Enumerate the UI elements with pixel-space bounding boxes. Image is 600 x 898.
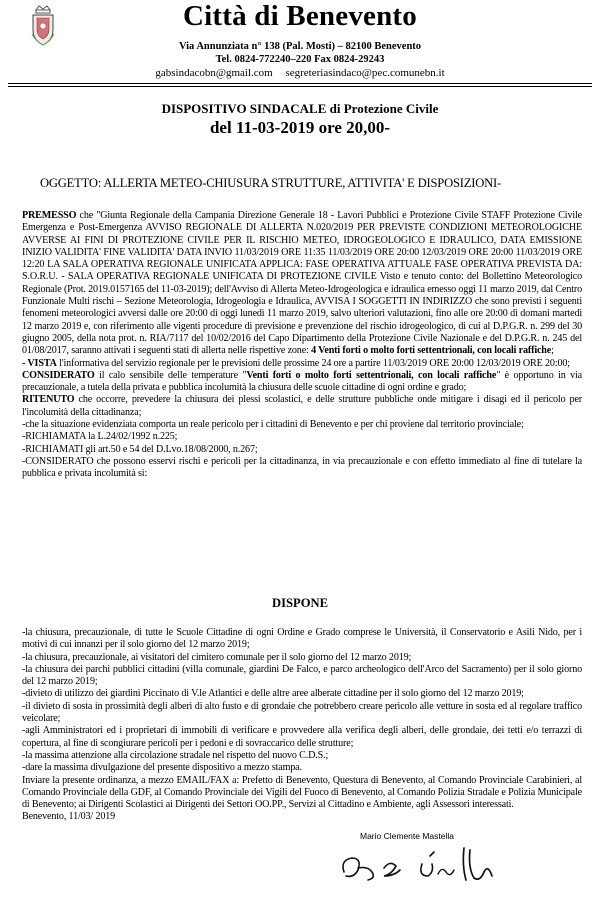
premesso-paragraph [22, 210, 582, 358]
body-paragraph: -che la situazione evidenziata comporta un reale pericolo per i cittadini di Benevento e per chi proviene dal territorio provinciale; [22, 419, 524, 431]
document-body [22, 210, 582, 481]
dispone-item: -agli Amministratori ed i proprietari di immobili di verificare e provvedere alla verifica degli alberi, delle grondaie, dei tetti e/o terrazzi di copertura, al fine di scongiurare pericoli per i pedoni e di sovraccarico delle strutture; [22, 725, 582, 749]
vista-label: - VISTA [22, 357, 57, 369]
document-date: del 11-03-2019 ore 20,00- [209, 118, 391, 137]
distribution-paragraph: Inviare la presente ordinanza, a mezzo EMAIL/FAX a: Prefetto di Benevento, Questura di Benevento, al Comando Provinciale Carabinieri, al Comando Provinciale della GDF, al Comando Provinciale dei Vigili del Fuoco di Benevento, al Comando Polizia Stradale e Polizia Municipale di Benevento; ai Dirigenti Scolastici ai Dirigenti dei Settori OO.PP., Servizi al Cittadino e Ambiente, agli Assessori interessati. [22, 774, 582, 811]
city-title: Città di Benevento [183, 0, 417, 32]
dispone-item: -la chiusura, precauzionale, ai visitatori del cimitero comunale per il solo giorno del 12 marzo 2019; [22, 651, 412, 663]
email-gmail[interactable]: gabsindacobn@gmail.com [155, 67, 273, 79]
document-type: DISPOSITIVO SINDACALE di Protezione Civile [161, 101, 439, 116]
letterhead [0, 0, 600, 80]
dispone-item: -la chiusura, precauzionale, di tutte le Scuole Cittadine di ogni Ordine e Grado comprese le Università, il Conservatorio e Asili Nido, per i motivi di cui innanzi per il solo giorno del 12 marzo 2019; [22, 627, 582, 651]
ritenuto-text: che occorre, prevedere la chiusura dei plessi scolastici, e delle strutture pubbliche onde mitigare i disagi ed il pericolo per l'incolumità della cittadinanza; [22, 394, 582, 418]
considerato-text-end: " è opportuno in via precauzionale, a tutela della privata e pubblica incolumità la chiusura delle scuole cittadine di ogni ordine e grado; [22, 369, 582, 394]
body-paragraph: -CONSIDERATO che possono esservi rischi e pericoli per la cittadinanza, in via precauzionale e con effetto immediato al fine di tutelare la pubblica e privata incolumità si: [22, 455, 582, 480]
body-paragraph: -RICHIAMATI gli art.50 e 54 del D.Lvo.18/08/2000, n.267; [22, 443, 258, 455]
premesso-text: che "Giunta Regionale della Campania Direzione Generale 18 - Lavori Pubblici e Protezione Civile STAFF Protezione Civile Emergenza e Post-Emergenza AVVISO REGIONALE DI ALLERTA N.020/2019 PER PREVISTE CONDIZIONI METEOROLOGICHE AVVERSE AI FINI DI PROTEZIONE CIVILE PER IL RISCHIO METEO, IDROGEOLOGICO E IDRAULICO, DATA EMISSIONE INIZIO VALIDITA' FINE VALIDITA' DATA INVIO 11/03/2019 ORE 11:35 11/03/2019 ORE 20:00 12/03/2019 ORE 20:00 11/03/2019 ORE 12:20 LA SALA OPERATIVA REGIONALE UNIFICATA APPLICA: FASE OPERATIVA ATTUALE FASE OPERATIVA PREVISTA DA: S.O.R.U. - SALA OPERATIVA REGIONALE UNIFICATA DI PROTEZIONE CIVILE Visto e tenuto conto: del Bollettino Meteorologico Regionale (Prot. 2019.0157165 del 11-03-2019); dell'Avviso di Allerta Meteo-Idrogeologica e idraulica emesso oggi 11 marzo 2019, dal Centro Funzionale Multi rischi – Sezione Meteorologia, Idrogeologia e Idraulica, AVVISA I SOGGETTI IN INDIRIZZO che sono previsti i seguenti fenomeni meteorologici avversi dalle ore 20:00 di oggi lunedì 11 marzo 2019, salvo ulteriori valutazioni, fino alle ore 20:00 di domani martedì 12 marzo 2019 e, con riferimento alle vigenti procedure di previsione e prevenzione del rischio idrogeologico, di cui al D.P.G.R. n. 299 del 30 giugno 2005, della nota prot. n. RIA/7117 del 10/02/2016 del Capo Dipartimento della Protezione Civile Nazionale e del D.P.G.R. n. 245 del 01/08/2017, saranno attivati i seguenti stati di allerta nelle rispettive zone: [22, 210, 582, 357]
header-divider [8, 83, 592, 84]
considerato-bold: Venti forti o molto forti settentrionali, con locali raffiche [246, 369, 497, 381]
header-divider-thin [8, 86, 592, 87]
vista-paragraph [22, 358, 582, 370]
dispone-item: -il divieto di sosta in prossimità degli alberi di alto fusto e di grondaie che potrebbero creare pericolo alle vetture in sosta ed al regolare traffico veicolare; [22, 700, 582, 725]
considerato-text: il calo sensibile delle temperature " [94, 369, 247, 381]
subject-line: OGGETTO: ALLERTA METEO-CHIUSURA STRUTTURE, ATTIVITA' E DISPOSIZIONI- [40, 176, 502, 190]
ritenuto-paragraph [22, 394, 582, 419]
email-pec[interactable]: segreteriasindaco@pec.comunebn.it [285, 67, 445, 79]
dispone-item: -divieto di utilizzo dei giardini Piccinato di V.le Atlantici e delle altre aree alberate cittadine per il solo giorno del 12 marzo 2019; [22, 688, 524, 700]
considerato-label: CONSIDERATO [22, 369, 95, 381]
premesso-label: PREMESSO [22, 210, 77, 221]
signer-name: Mario Clemente Mastella [360, 831, 455, 841]
vista-text: l'informativa del servizio regionale per le previsioni delle prossime 24 ore a partire 11/03/2019 ORE 20:00 12/03/2019 ORE 20:00; [56, 357, 570, 369]
dispone-item: -la massima attenzione alla circolazione stradale nel rispetto del nuovo C.D.S.; [22, 749, 329, 761]
premesso-end: ; [551, 345, 554, 357]
dispone-heading: DISPONE [272, 596, 328, 610]
dispone-item: -la chiusura dei parchi pubblici cittadini (villa comunale, giardini De Falco, e parco archeologico dell'Arco del Sacramento) per il solo giorno del 12 marzo 2019; [22, 663, 582, 688]
body-paragraph: -RICHIAMATA la L.24/02/1992 n.225; [22, 431, 178, 443]
premesso-bold: 4 Venti forti o molto forti settentrionali, con locali raffiche [311, 345, 552, 357]
considerato-paragraph [22, 370, 582, 395]
address-line: Via Annunziata n° 138 (Pal. Mosti) – 82100 Benevento [178, 41, 422, 52]
handwritten-signature [338, 842, 518, 894]
place-date: Benevento, 11/03/ 2019 [22, 811, 116, 823]
email-line [0, 67, 600, 79]
phone-fax-line: Tel. 0824-772240–220 Fax 0824-29243 [215, 54, 385, 65]
dispone-list [22, 627, 582, 824]
dispone-item: -dare la massima divulgazione del presente dispositivo a mezzo stampa. [22, 762, 302, 774]
ritenuto-label: RITENUTO [22, 394, 75, 406]
